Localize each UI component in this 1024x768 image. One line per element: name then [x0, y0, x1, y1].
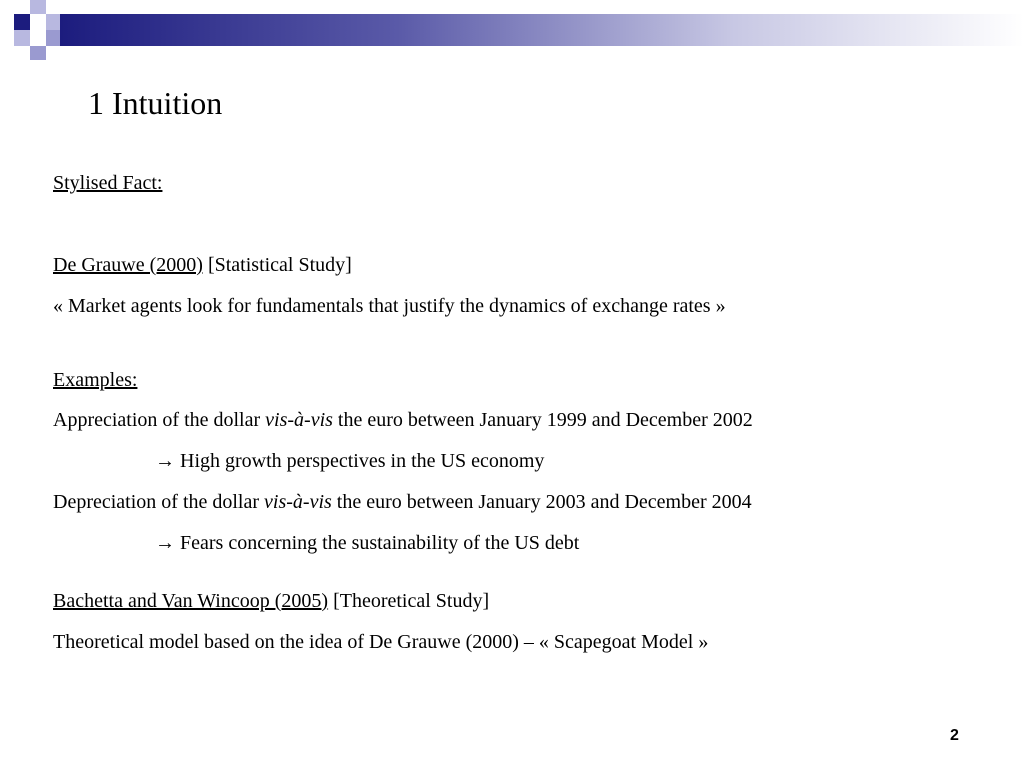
- header-square-light-1: [30, 0, 46, 14]
- header-square-light-2: [46, 14, 60, 30]
- example2-post: the euro between January 2003 and December 2004: [331, 491, 752, 513]
- example1-italic: vis-à-vis: [265, 409, 333, 431]
- study1-type: [Statistical Study]: [202, 254, 352, 276]
- study1-citation: De Grauwe (2000): [53, 254, 203, 276]
- example1-post: the euro between January 1999 and December 2002: [332, 409, 753, 431]
- example2-italic: vis-à-vis: [264, 491, 332, 513]
- study1-quote: « Market agents look for fundamentals that justify the dynamics of exchange rates »: [53, 295, 726, 317]
- slide-title: 1 Intuition: [88, 85, 223, 121]
- examples-heading: Examples:: [53, 369, 138, 391]
- stylised-fact-heading: Stylised Fact:: [53, 172, 163, 194]
- header-gradient-band: [60, 14, 1024, 46]
- study2-type: [Theoretical Study]: [328, 590, 490, 612]
- example2-line: [53, 490, 752, 514]
- study2-line: [53, 589, 489, 613]
- page-number: 2: [950, 727, 959, 744]
- study2-description: Theoretical model based on the idea of De Grauwe (2000) – « Scapegoat Model »: [53, 631, 709, 653]
- header-graphic: [0, 0, 1024, 64]
- header-square-white: [30, 14, 46, 30]
- example2-reason: → Fears concerning the sustainability of the US debt: [155, 532, 580, 554]
- study2-citation: Bachetta and Van Wincoop (2005): [53, 590, 329, 612]
- example2-pre: Depreciation of the dollar: [53, 491, 265, 513]
- header-decoration: [0, 0, 1024, 64]
- example1-line: [53, 408, 753, 432]
- study1-line: [53, 253, 352, 277]
- example1-pre: Appreciation of the dollar: [53, 409, 266, 431]
- header-square-mid-1: [14, 30, 30, 46]
- header-square-mid-2: [46, 30, 60, 46]
- header-square-small: [30, 46, 46, 60]
- header-square-dark: [14, 14, 30, 30]
- example1-reason: → High growth perspectives in the US economy: [155, 450, 545, 472]
